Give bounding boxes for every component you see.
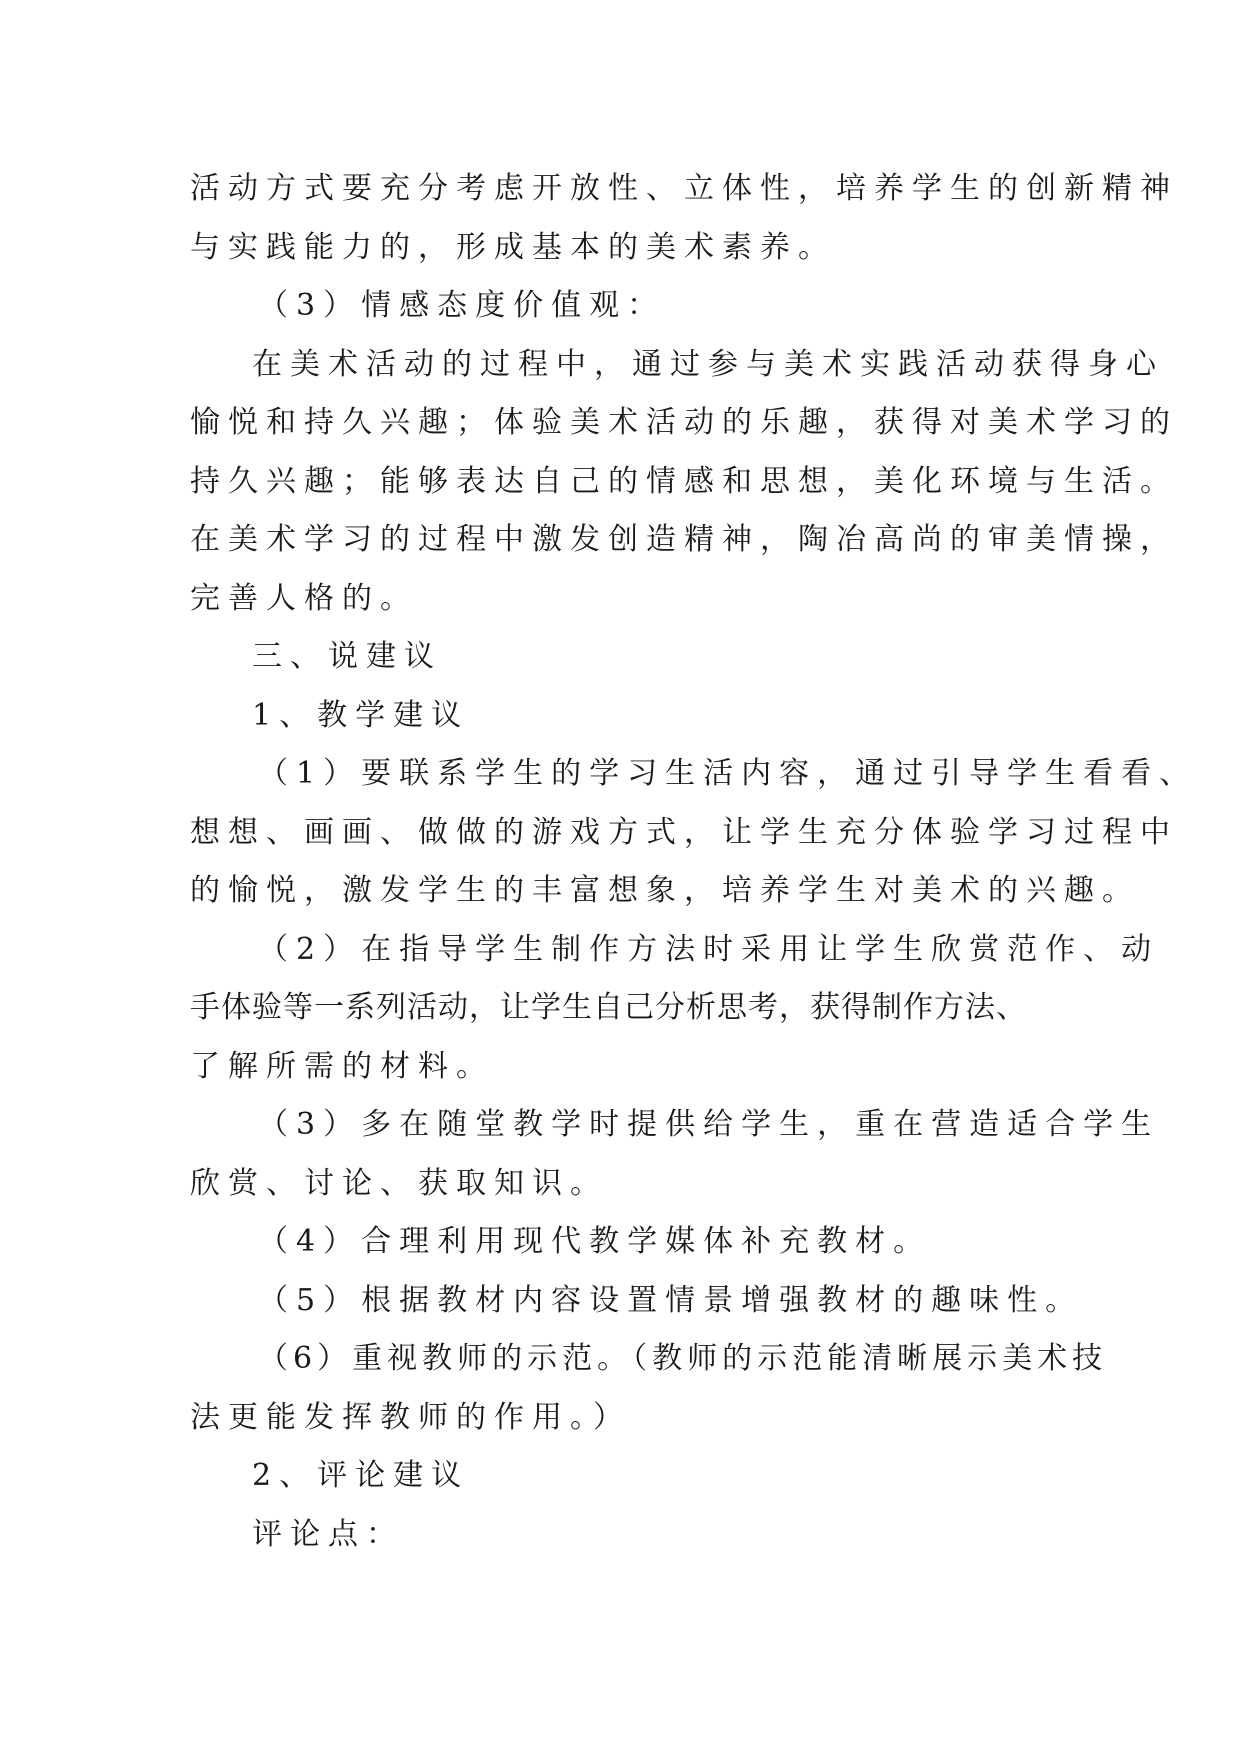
text-line: （3）多在随堂教学时提供给学生，重在营造适合学生 <box>258 1107 1160 1142</box>
section-heading: 三、说建议 <box>252 639 442 674</box>
section-heading: （3）情感态度价值观： <box>258 288 666 323</box>
text-line: 与实践能力的，形成基本的美术素养。 <box>190 229 836 265</box>
text-line: 评论点： <box>252 1516 404 1552</box>
text-line: （4）合理利用现代教学媒体补充教材。 <box>258 1224 932 1259</box>
text-line: 想想、画画、做做的游戏方式，让学生充分体验学习过程中 <box>190 814 1178 850</box>
text-line: （6）重视教师的示范。（教师的示范能清晰展示美术技 <box>258 1341 1108 1376</box>
text-line: 在美术活动的过程中，通过参与美术实践活动获得身心 <box>252 346 1164 382</box>
text-line: 在美术学习的过程中激发创造精神，陶冶高尚的审美情操， <box>190 522 1178 557</box>
text-line: 愉悦和持久兴趣；体验美术活动的乐趣，获得对美术学习的 <box>190 405 1178 440</box>
text-line: 法更能发挥教师的作用。） <box>190 1399 631 1435</box>
document-body <box>190 160 1198 1564</box>
text-line: 手体验等一系列活动，让学生自己分析思考，获得制作方法、 <box>190 990 1027 1025</box>
text-line: 的愉悦，激发学生的丰富想象，培养学生对美术的兴趣。 <box>190 873 1140 908</box>
text-line: 了解所需的材料。 <box>190 1048 494 1084</box>
text-line: （2）在指导学生制作方法时采用让学生欣赏范作、动 <box>258 931 1160 967</box>
text-line: 活动方式要充分考虑开放性、立体性，培养学生的创新精神 <box>190 171 1178 206</box>
subsection-heading: 2、评论建议 <box>252 1458 470 1493</box>
text-line: （1）要联系学生的学习生活内容，通过引导学生看看、 <box>258 756 1198 791</box>
text-line: 完善人格的。 <box>190 580 418 616</box>
text-line: 欣赏、讨论、获取知识。 <box>190 1165 608 1201</box>
subsection-heading: 1、教学建议 <box>252 697 470 733</box>
text-line: （5）根据教材内容设置情景增强教材的趣味性。 <box>258 1282 1084 1318</box>
text-line: 持久兴趣；能够表达自己的情感和思想，美化环境与生活。 <box>190 463 1178 499</box>
